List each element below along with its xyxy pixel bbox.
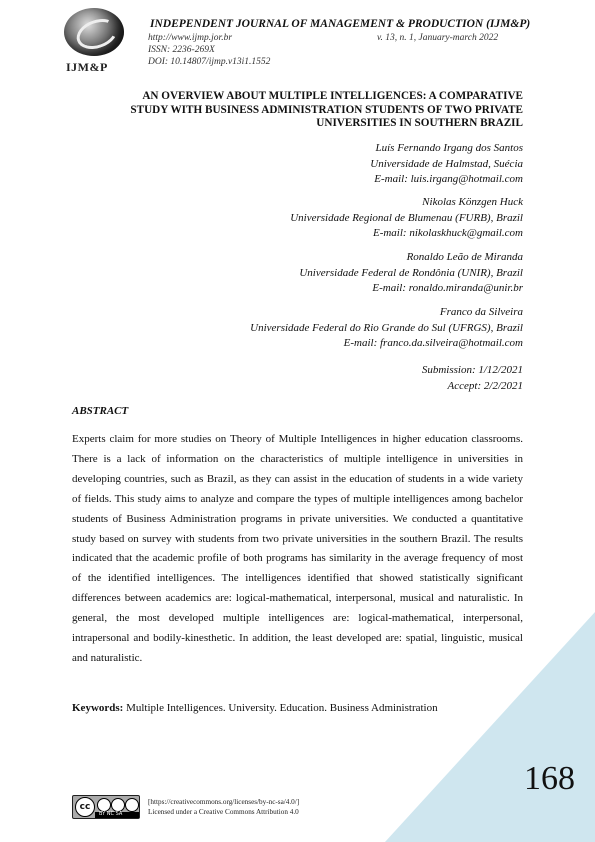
author-affiliation: Universidade de Halmstad, Suécia xyxy=(370,157,523,170)
author-email[interactable]: E-mail: luis.irgang@hotmail.com xyxy=(374,173,523,185)
corner-decoration xyxy=(385,612,595,842)
paper-title xyxy=(80,90,523,131)
author-block xyxy=(299,250,523,297)
author-block xyxy=(370,141,523,188)
sa-icon xyxy=(125,798,139,812)
author-block xyxy=(250,305,523,352)
cc-icon: cc xyxy=(75,797,95,817)
title-line: UNIVERSITIES IN SOUTHERN BRAZIL xyxy=(316,117,523,129)
logo-text: IJM&P xyxy=(66,60,108,74)
abstract-heading: ABSTRACT xyxy=(72,405,129,417)
license-text: Licensed under a Creative Commons Attribution 4.0 xyxy=(148,808,299,816)
journal-volume: v. 13, n. 1, January-march 2022 xyxy=(377,33,499,43)
keywords-text: Multiple Intelligences. University. Education. Business Administration xyxy=(123,702,438,714)
journal-issn: ISSN: 2236-269X xyxy=(148,45,215,55)
submission-dates xyxy=(422,363,523,394)
journal-url[interactable]: http://www.ijmp.jor.br xyxy=(148,33,233,43)
accept-date: Accept: 2/2/2021 xyxy=(447,379,523,392)
journal-title: INDEPENDENT JOURNAL OF MANAGEMENT & PRODUCTION (IJM&P) xyxy=(150,18,531,30)
author-email[interactable]: E-mail: franco.da.silveira@hotmail.com xyxy=(343,337,523,349)
author-name: Nikolas Könzgen Huck xyxy=(422,196,523,208)
journal-doi: DOI: 10.14807/ijmp.v13i1.1552 xyxy=(148,57,271,67)
author-block xyxy=(290,195,523,242)
author-affiliation: Universidade Federal de Rondônia (UNIR), Brazil xyxy=(299,266,523,279)
creative-commons-badge[interactable] xyxy=(72,795,140,819)
author-affiliation: Universidade Federal do Rio Grande do Sul (UFRGS), Brazil xyxy=(250,321,523,334)
author-name: Ronaldo Leão de Miranda xyxy=(406,251,523,263)
page-number: 168 xyxy=(524,760,575,797)
license-strip-text: BY NC SA xyxy=(99,811,123,817)
by-icon xyxy=(97,798,111,812)
license-strip xyxy=(95,812,139,818)
author-affiliation: Universidade Regional de Blumenau (FURB), Brazil xyxy=(290,211,523,224)
submission-date: Submission: 1/12/2021 xyxy=(421,364,523,376)
title-line: AN OVERVIEW ABOUT MULTIPLE INTELLIGENCES: A COMPARATIVE xyxy=(142,90,523,102)
keywords-label: Keywords: xyxy=(72,702,124,714)
license-url[interactable]: [https://creativecommons.org/licenses/by-nc-sa/4.0/] xyxy=(148,798,300,806)
author-email[interactable]: E-mail: ronaldo.miranda@unir.br xyxy=(372,282,523,294)
keywords xyxy=(72,702,438,714)
author-name: Franco da Silveira xyxy=(439,306,523,318)
author-email[interactable]: E-mail: nikolaskhuck@gmail.com xyxy=(372,227,523,239)
journal-logo xyxy=(58,6,144,76)
license-notice xyxy=(148,797,299,817)
author-name: Luís Fernando Irgang dos Santos xyxy=(375,142,523,154)
abstract-text: Experts claim for more studies on Theory of Multiple Intelligences in higher education classrooms. There is a lack of information on the characteristics of multiple intelligence in universities in developing countries, such as Brazil, as they can assist in the education of students in a wide variety of fields. This study aims to analyze and compare the types of multiple intelligences among bachelor students of Business Administration programs in private universities. We conducted a quantitative study based on survey with students from two private universities in the southern Brazil. The results indicated that the academic profile of both programs has similarity in the average frequency of most of the identified intelligences. The intelligences identified that showed statistically significant differences between academics are: logical-mathematical, interpersonal, musical and naturalistic. In general, the most developed multiple intelligences are: logical-mathematical, interpersonal, intrapersonal and bodily-kinesthetic. In addition, the least developed are: spatial, linguistic, musical and naturalistic. xyxy=(72,433,523,664)
nc-icon xyxy=(111,798,125,812)
title-line: STUDY WITH BUSINESS ADMINISTRATION STUDENTS OF TWO PRIVATE xyxy=(130,103,523,116)
